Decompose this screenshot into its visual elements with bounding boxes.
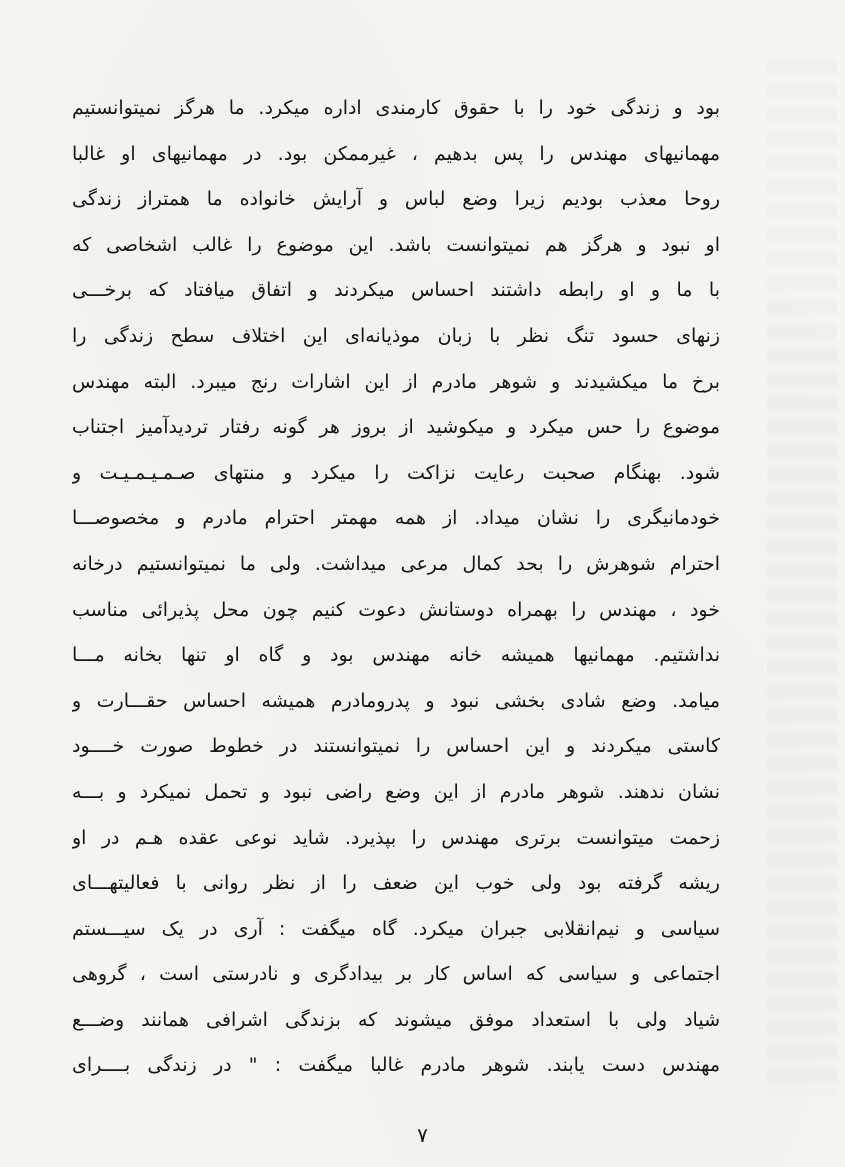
- text-line: او نبود و هرگز هم نمیتوانست باشد. این موضوع را غالب اشخاصی که: [72, 233, 720, 256]
- text-line: مهمانیهای مهندس را پس بدهیم ، غیرممکن بود. در مهمانیهای او غالبا: [72, 142, 720, 165]
- text-line: نداشتیم. مهمانیها همیشه خانه مهندس بود و گاه او تنها بخانه مـــا: [72, 644, 720, 667]
- text-line: اجتماعی و سیاسی که اساس کار بر بیدادگری و نادرستی است ، گروهی: [72, 963, 720, 986]
- bleed-through-shadow: [767, 55, 837, 1095]
- text-line: زنهای حسود تنگ نظر با زبان موذیانه‌ای این اختلاف سطح زندگی را: [72, 324, 720, 347]
- text-line: شود. بهنگام صحبت رعایت نزاکت را میکرد و منتهای صـمـیـمـیـت و: [72, 461, 720, 484]
- text-line: روحا معذب بودیم زیرا وضع لباس و آرایش خانواده ما همتراز زندگی: [72, 188, 720, 211]
- text-line: میامد. وضع شادی بخشی نبود و پدرومادرم همیشه احساس حقـــارت و: [72, 689, 720, 712]
- text-line: کاستی میکردند و این احساس را نمیتوانستند در خطوط صورت خــــود: [72, 735, 720, 758]
- text-line: سیاسی و نیم‌انقلابی جبران میکرد. گاه میگفت : آری در یک سیـــستم: [72, 917, 720, 940]
- text-line: شیاد ولی با استعداد موفق میشوند که بزندگی اشرافی همانند وضـــع: [72, 1008, 720, 1031]
- text-line: احترام شوهرش را بحد کمال مرعی میداشت. ولی ما نمیتوانستیم درخانه: [72, 552, 720, 575]
- text-line: خود ، مهندس را بهمراه دوستانش دعوت کنیم چون محل پذیرائی مناسب: [72, 598, 720, 621]
- page-number: ۷: [417, 1123, 428, 1147]
- text-line: بود و زندگی خود را با حقوق کارمندی اداره میکرد. ما هرگز نمیتوانستیم: [72, 97, 720, 119]
- text-line: خودمانیگری را نشان میداد. از همه مهمتر احترام مادرم و مخصوصـــا: [72, 507, 720, 530]
- text-line: برخ ما میکشیدند و شوهر مادرم از این اشارات رنج میبرد. البته مهندس: [72, 370, 720, 393]
- text-line: با ما و او رابطه داشتند احساس میکردند و اتفاق میافتاد که برخـــی: [72, 279, 720, 302]
- text-line: ریشه گرفته بود ولی خوب این ضعف را از نظر روانی با فعالیتهـــای: [72, 872, 720, 895]
- text-line: زحمت میتوانست برتری مهندس را بپذیرد. شاید نوعی عقده هـم در او: [72, 826, 720, 849]
- text-line: مهندس دست یابند. شوهر مادرم غالبا میگفت : " در زندگی بــــرای: [72, 1054, 720, 1077]
- text-line: نشان ندهند. شوهر مادرم از این وضع راضی نبود و تحمل نمیکرد و بـــه: [72, 780, 720, 803]
- text-line: موضوع را حس میکرد و میکوشید از بروز هر گونه رفتار تردیدآمیز اجتناب: [72, 416, 720, 439]
- body-text: [72, 86, 720, 1089]
